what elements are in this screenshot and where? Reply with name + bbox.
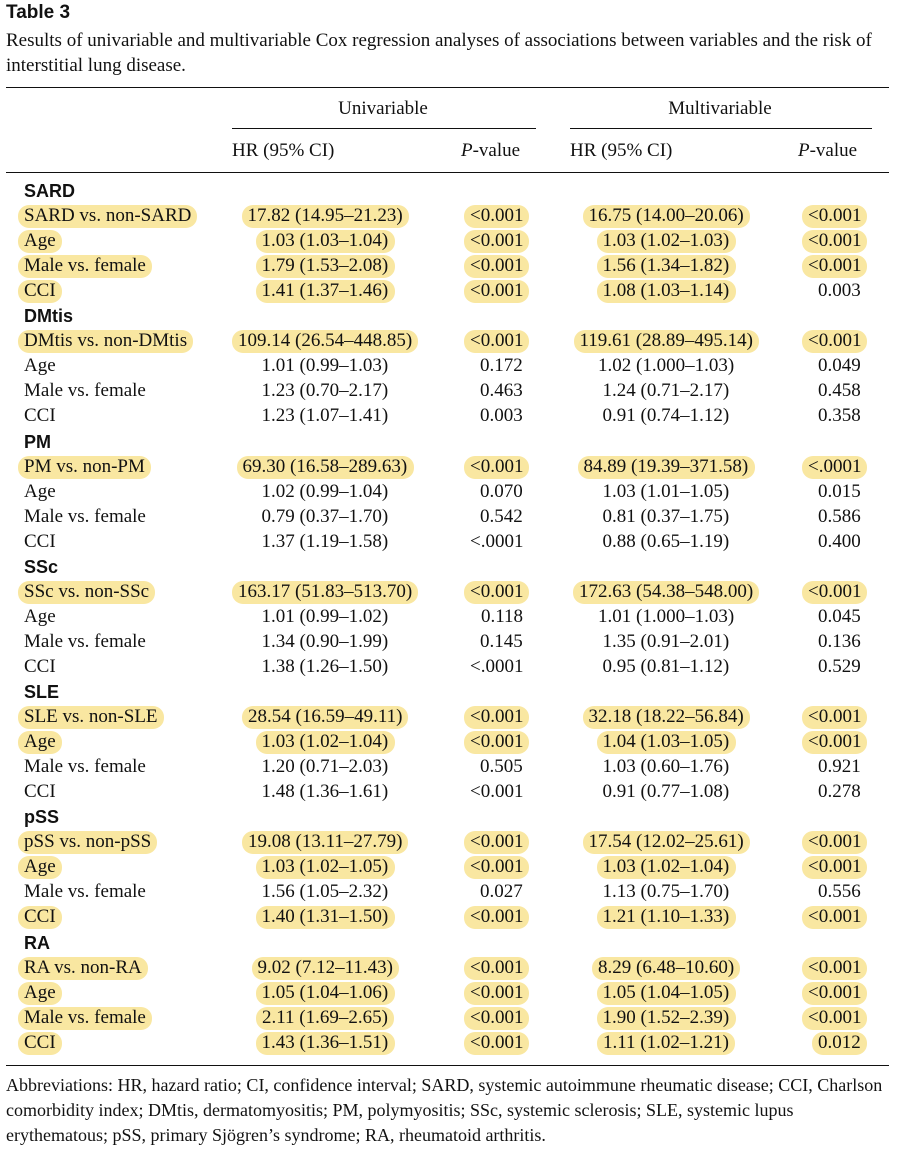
row-label: PM vs. non-PM	[24, 455, 145, 477]
hr-cell: 1.02 (1.000–1.03)	[598, 355, 735, 377]
p-value-cell: <0.001	[808, 255, 862, 277]
p-value-cell: 0.463	[480, 380, 523, 402]
p-value-cell: 0.586	[818, 505, 861, 527]
hr-cell: 109.14 (26.54–448.85)	[238, 330, 413, 352]
p-value-cell: 0.529	[818, 655, 861, 677]
hr-cell: 1.40 (1.31–1.50)	[261, 906, 389, 928]
hr-cell: 1.23 (0.70–2.17)	[261, 380, 389, 402]
row-label: Male vs. female	[24, 505, 146, 527]
p-value-cell: 0.458	[818, 380, 861, 402]
row-label: CCI	[24, 906, 56, 928]
p-value-cell: <0.001	[470, 255, 524, 277]
p-value-cell: <0.001	[470, 706, 524, 728]
hr-cell: 17.54 (12.02–25.61)	[588, 831, 744, 853]
hr-cell: 1.05 (1.04–1.06)	[261, 981, 389, 1003]
header-rule	[6, 172, 889, 173]
hr-cell: 0.81 (0.37–1.75)	[602, 505, 730, 527]
row-label: CCI	[24, 655, 56, 677]
univariable-p-header	[461, 139, 520, 163]
p-value-cell: <0.001	[470, 956, 524, 978]
row-label: Age	[24, 731, 56, 753]
hr-cell: 1.56 (1.34–1.82)	[602, 255, 730, 277]
p-value-cell: <0.001	[808, 706, 862, 728]
p-suffix: -value	[809, 140, 858, 161]
p-italic: P	[461, 140, 473, 161]
p-value-cell: <0.001	[808, 731, 862, 753]
table-caption: Results of univariable and multivariable Cox regression analyses of associations between variables and the risk of interstitial lung disease.	[6, 30, 872, 76]
group-heading: SLE	[24, 682, 60, 702]
row-label: Age	[24, 355, 56, 377]
p-value-cell: 0.136	[818, 630, 861, 652]
p-value-cell: 0.012	[818, 1031, 861, 1053]
p-value-cell: 0.015	[818, 480, 861, 502]
hr-cell: 1.24 (0.71–2.17)	[602, 380, 730, 402]
row-label: CCI	[24, 781, 56, 803]
hr-cell: 9.02 (7.12–11.43)	[257, 956, 393, 978]
hr-cell: 172.63 (54.38–548.00)	[579, 580, 754, 602]
hr-cell: 1.21 (1.10–1.33)	[602, 906, 730, 928]
p-value-cell: <0.001	[808, 230, 862, 252]
row-label: RA vs. non-RA	[24, 956, 142, 978]
hr-cell: 1.13 (0.75–1.70)	[602, 881, 730, 903]
row-label: Age	[24, 981, 56, 1003]
p-value-cell: 0.045	[818, 605, 861, 627]
p-value-cell: <0.001	[470, 981, 524, 1003]
hr-cell: 1.03 (1.03–1.04)	[261, 230, 389, 252]
p-value-cell: <.0001	[470, 655, 524, 677]
hr-cell: 119.61 (28.89–495.14)	[579, 330, 753, 352]
row-label: Male vs. female	[24, 1006, 146, 1028]
univariable-hr-header: HR (95% CI)	[232, 140, 335, 161]
row-label: CCI	[24, 405, 56, 427]
hr-cell: 1.02 (0.99–1.04)	[261, 480, 389, 502]
hr-cell: 1.03 (1.01–1.05)	[602, 480, 730, 502]
table-footnote: Abbreviations: HR, hazard ratio; CI, confidence interval; SARD, systemic autoimmune rheumatic disease; CCI, Charlson comorbidity index; DMtis, dermatomyositis; PM, polymyositis; SSc, systemic sclerosis; SLE, systemic lupus erythematous; pSS, primary Sjögren’s syndrome; RA, rheumatoid arthritis.	[6, 1075, 883, 1145]
hr-cell: 2.11 (1.69–2.65)	[262, 1006, 388, 1028]
hr-cell: 1.01 (0.99–1.03)	[261, 355, 389, 377]
p-value-cell: 0.003	[480, 405, 523, 427]
hr-cell: 0.91 (0.77–1.08)	[602, 781, 730, 803]
table-label: Table 3	[6, 2, 71, 23]
row-label: Male vs. female	[24, 756, 146, 778]
hr-cell: 19.08 (13.11–27.79)	[248, 831, 403, 853]
row-label: SLE vs. non-SLE	[24, 706, 158, 728]
row-label: Age	[24, 856, 56, 878]
p-value-cell: <0.001	[808, 205, 862, 227]
row-label: Age	[24, 230, 56, 252]
p-value-cell: <0.001	[470, 831, 524, 853]
row-label: CCI	[24, 1031, 56, 1053]
hr-cell: 1.01 (1.000–1.03)	[598, 605, 735, 627]
p-value-cell: <.0001	[808, 455, 862, 477]
hr-cell: 1.90 (1.52–2.39)	[602, 1006, 730, 1028]
hr-cell: 1.08 (1.03–1.14)	[602, 280, 730, 302]
group-heading: RA	[24, 932, 50, 953]
row-label: Male vs. female	[24, 255, 146, 277]
p-value-cell: <0.001	[470, 205, 524, 227]
p-value-cell: 0.921	[818, 756, 861, 778]
hr-cell: 0.95 (0.81–1.12)	[602, 655, 730, 677]
p-value-cell: <0.001	[808, 956, 862, 978]
hr-cell: 1.03 (1.02–1.04)	[261, 731, 389, 753]
hr-cell: 32.18 (18.22–56.84)	[588, 706, 744, 728]
p-value-cell: <0.001	[808, 330, 862, 352]
p-suffix: -value	[472, 140, 521, 161]
hr-cell: 1.38 (1.26–1.50)	[261, 655, 389, 677]
group-heading: pSS	[24, 807, 60, 828]
hr-cell: 1.20 (0.71–2.03)	[261, 756, 389, 778]
hr-cell: 28.54 (16.59–49.11)	[248, 706, 403, 728]
multivariable-span-rule	[570, 128, 872, 129]
hr-cell: 8.29 (6.48–10.60)	[598, 956, 735, 978]
row-label: Male vs. female	[24, 630, 146, 652]
hr-cell: 0.88 (0.65–1.19)	[602, 530, 730, 552]
p-value-cell: 0.278	[818, 781, 861, 803]
hr-cell: 1.34 (0.90–1.99)	[261, 630, 389, 652]
p-value-cell: <0.001	[808, 981, 862, 1003]
p-value-cell: <.0001	[470, 530, 524, 552]
p-value-cell: 0.542	[480, 505, 523, 527]
p-value-cell: <0.001	[808, 831, 862, 853]
hr-cell: 1.03 (1.02–1.04)	[602, 856, 730, 878]
hr-cell: 84.89 (19.39–371.58)	[583, 455, 749, 477]
hr-cell: 1.48 (1.36–1.61)	[261, 781, 389, 803]
multivariable-header: Multivariable	[668, 98, 772, 119]
p-value-cell: <0.001	[470, 731, 524, 753]
p-value-cell: <0.001	[470, 1006, 524, 1028]
p-value-cell: 0.049	[818, 355, 861, 377]
p-value-cell: 0.027	[480, 881, 523, 903]
top-rule	[6, 87, 889, 88]
row-label: Age	[24, 605, 56, 627]
p-value-cell: 0.118	[481, 605, 524, 627]
hr-cell: 1.11 (1.02–1.21)	[603, 1031, 729, 1053]
row-label: CCI	[24, 280, 56, 302]
hr-cell: 1.41 (1.37–1.46)	[261, 280, 389, 302]
hr-cell: 1.01 (0.99–1.02)	[261, 605, 389, 627]
hr-cell: 0.79 (0.37–1.70)	[261, 505, 389, 527]
univariable-span-rule	[232, 128, 536, 129]
p-value-cell: <0.001	[470, 580, 524, 602]
univariable-header: Univariable	[338, 98, 428, 119]
bottom-rule	[6, 1065, 889, 1066]
row-label: SARD vs. non-SARD	[24, 205, 192, 227]
row-label: pSS vs. non-pSS	[24, 831, 152, 853]
hr-cell: 69.30 (16.58–289.63)	[242, 455, 408, 477]
row-label: Male vs. female	[24, 380, 146, 402]
p-value-cell: <0.001	[808, 580, 862, 602]
p-value-cell: <0.001	[808, 856, 862, 878]
p-value-cell: <0.001	[470, 455, 524, 477]
p-value-cell: <0.001	[808, 1006, 862, 1028]
p-value-cell: <0.001	[470, 1031, 524, 1053]
p-value-cell: <0.001	[470, 330, 524, 352]
p-value-cell: <0.001	[470, 280, 524, 302]
hr-cell: 1.23 (1.07–1.41)	[261, 405, 389, 427]
group-heading: SARD	[24, 181, 76, 201]
p-value-cell: 0.400	[818, 530, 861, 552]
hr-cell: 1.05 (1.04–1.05)	[602, 981, 730, 1003]
p-value-cell: <0.001	[470, 781, 524, 803]
row-label: Male vs. female	[24, 881, 146, 903]
row-label: Age	[24, 480, 56, 502]
hr-cell: 1.03 (0.60–1.76)	[602, 756, 730, 778]
multivariable-p-header	[798, 139, 857, 163]
row-label: SSc vs. non-SSc	[24, 580, 150, 602]
p-value-cell: 0.556	[818, 881, 861, 903]
hr-cell: 1.03 (1.02–1.03)	[602, 230, 730, 252]
hr-cell: 1.03 (1.02–1.05)	[261, 856, 389, 878]
p-value-cell: <0.001	[470, 856, 524, 878]
hr-cell: 1.35 (0.91–2.01)	[602, 630, 730, 652]
hr-cell: 1.56 (1.05–2.32)	[261, 881, 389, 903]
hr-cell: 0.91 (0.74–1.12)	[602, 405, 730, 427]
row-label: DMtis vs. non-DMtis	[24, 330, 188, 352]
p-value-cell: 0.172	[480, 355, 523, 377]
p-value-cell: <0.001	[808, 906, 862, 928]
p-value-cell: 0.003	[818, 280, 861, 302]
row-label: CCI	[24, 530, 56, 552]
group-heading: SSc	[24, 556, 59, 577]
group-heading: DMtis	[24, 306, 73, 327]
p-value-cell: 0.505	[480, 756, 523, 778]
p-value-cell: <0.001	[470, 906, 524, 928]
group-heading: PM	[24, 431, 51, 452]
p-value-cell: <0.001	[470, 230, 524, 252]
hr-cell: 1.37 (1.19–1.58)	[261, 530, 389, 552]
p-italic: P	[798, 140, 810, 161]
p-value-cell: 0.358	[818, 405, 861, 427]
p-value-cell: 0.145	[480, 630, 523, 652]
multivariable-hr-header: HR (95% CI)	[570, 140, 673, 161]
hr-cell: 1.43 (1.36–1.51)	[261, 1031, 389, 1053]
hr-cell: 1.79 (1.53–2.08)	[261, 255, 389, 277]
p-value-cell: 0.070	[480, 480, 523, 502]
hr-cell: 163.17 (51.83–513.70)	[238, 580, 413, 602]
hr-cell: 17.82 (14.95–21.23)	[247, 205, 403, 227]
hr-cell: 16.75 (14.00–20.06)	[588, 205, 744, 227]
hr-cell: 1.04 (1.03–1.05)	[602, 731, 730, 753]
